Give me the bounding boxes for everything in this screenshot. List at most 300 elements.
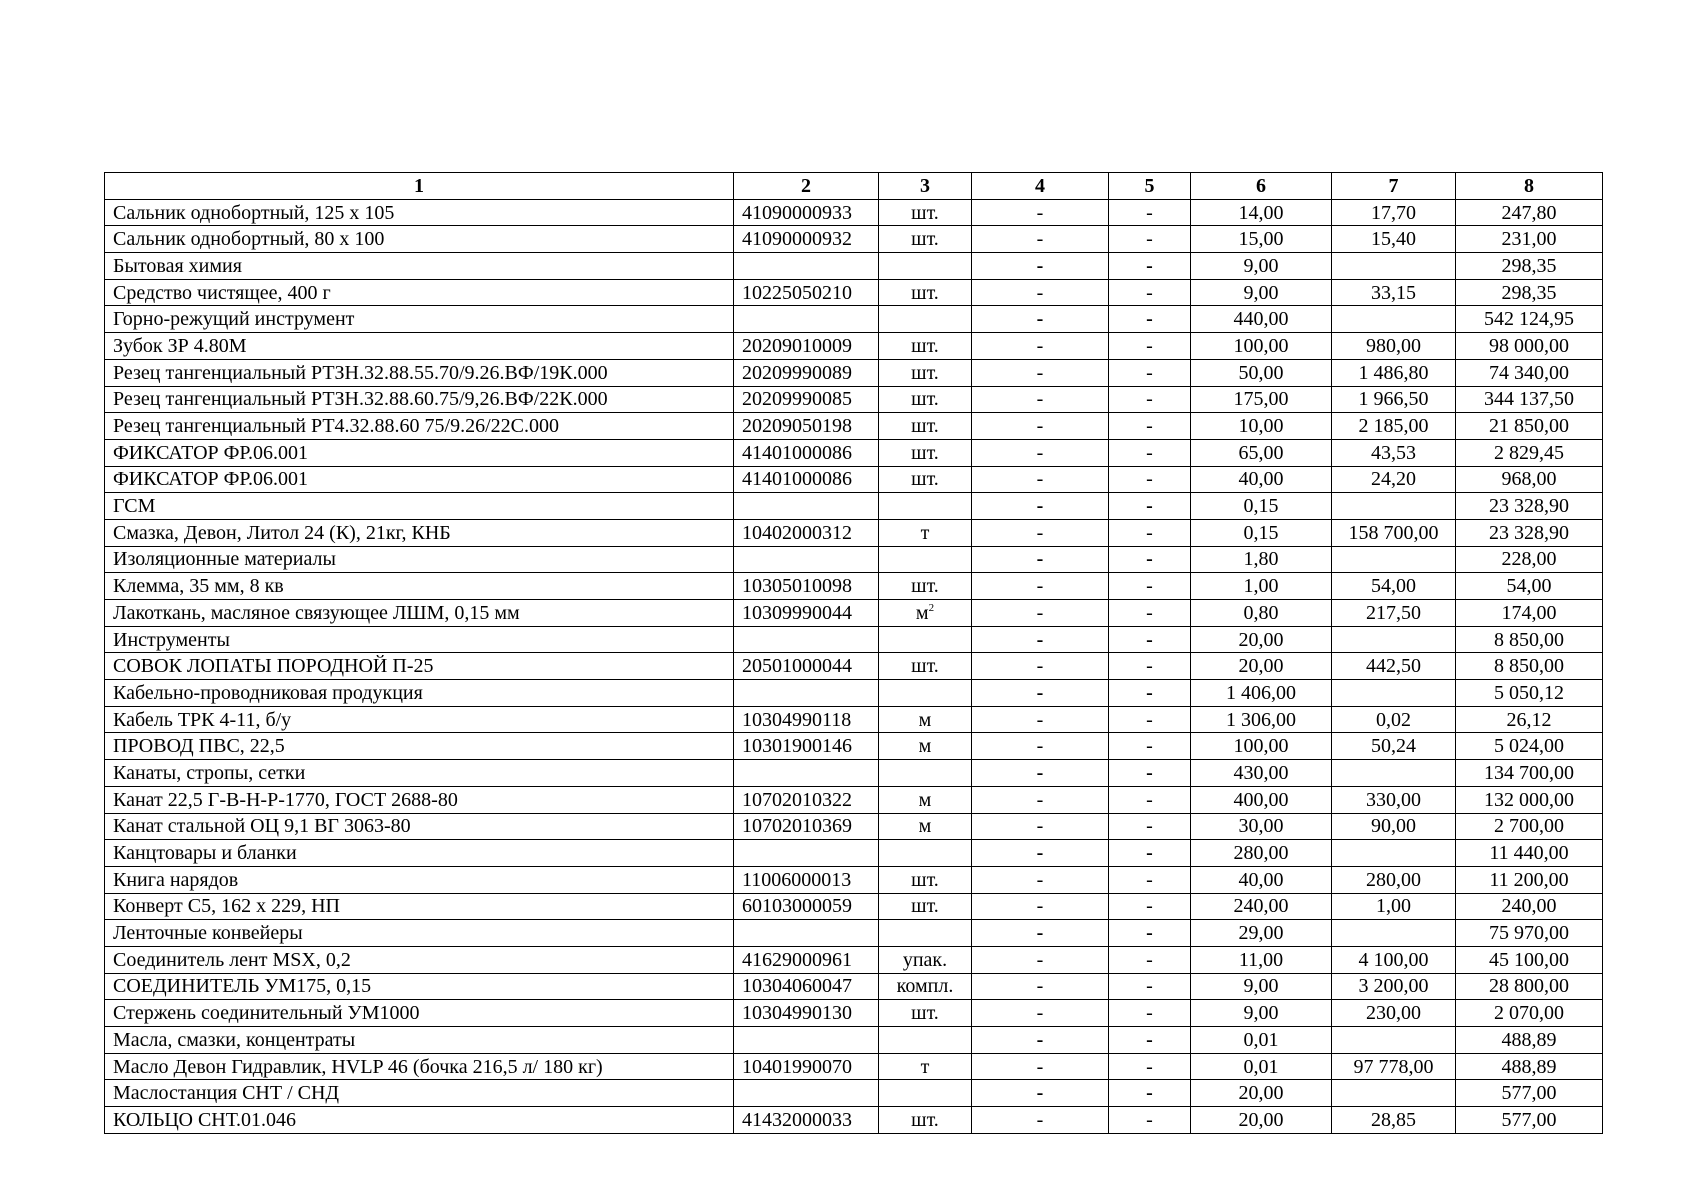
item-sum-cell bbox=[1456, 786, 1603, 813]
item-unit-cell-text: шт. bbox=[911, 575, 939, 598]
item-name-cell-text: Лакоткань, масляное связующее ЛШМ, 0,15 мм bbox=[113, 601, 520, 624]
item-unit-cell-text: шт. bbox=[911, 1002, 939, 1025]
col5-cell bbox=[1109, 600, 1191, 627]
item-name-cell-text: Смазка, Девон, Литол 24 (К), 21кг, КНБ bbox=[113, 521, 451, 544]
col4-cell-text: - bbox=[1036, 1108, 1044, 1131]
item-code-cell bbox=[734, 333, 879, 360]
col5-cell-text: - bbox=[1146, 922, 1153, 945]
item-unit-cell bbox=[879, 733, 972, 760]
item-sum-cell-text: 2 070,00 bbox=[1494, 1002, 1564, 1025]
col5-cell bbox=[1109, 1107, 1191, 1134]
item-quantity-cell-text: 9,00 bbox=[1243, 254, 1279, 277]
item-price-cell bbox=[1332, 359, 1456, 386]
header-col-2: 2 bbox=[734, 173, 879, 200]
col4-cell-text: - bbox=[1036, 468, 1044, 491]
col5-cell bbox=[1109, 1027, 1191, 1054]
item-quantity-cell bbox=[1191, 706, 1332, 733]
item-code-cell-text: 41090000933 bbox=[742, 201, 852, 224]
item-name-cell bbox=[105, 1107, 734, 1134]
col4-cell bbox=[972, 439, 1109, 466]
item-code-cell-text: 20501000044 bbox=[742, 655, 852, 678]
col4-cell bbox=[972, 573, 1109, 600]
col4-cell bbox=[972, 840, 1109, 867]
item-code-cell bbox=[734, 279, 879, 306]
table-row bbox=[105, 866, 1603, 893]
item-sum-cell-text: 11 440,00 bbox=[1489, 842, 1569, 865]
col4-cell bbox=[972, 733, 1109, 760]
item-unit-cell bbox=[879, 973, 972, 1000]
item-sum-cell-text: 488,89 bbox=[1501, 1028, 1557, 1051]
item-name-cell bbox=[105, 493, 734, 520]
col5-cell-text: - bbox=[1146, 788, 1153, 811]
item-code-cell bbox=[734, 840, 879, 867]
item-sum-cell-text: 968,00 bbox=[1501, 468, 1557, 491]
item-unit-cell-text: шт. bbox=[911, 895, 939, 918]
col5-cell bbox=[1109, 199, 1191, 226]
item-name-cell bbox=[105, 386, 734, 413]
item-quantity-cell bbox=[1191, 466, 1332, 493]
item-unit-cell bbox=[879, 546, 972, 573]
col4-cell-text: - bbox=[1036, 948, 1044, 971]
item-sum-cell-text: 45 100,00 bbox=[1489, 948, 1569, 971]
table-group-row bbox=[105, 760, 1603, 787]
col5-cell-text: - bbox=[1146, 388, 1153, 411]
item-unit-cell-text: т bbox=[920, 521, 930, 544]
col4-cell-text: - bbox=[1036, 788, 1044, 811]
item-code-cell bbox=[734, 813, 879, 840]
item-sum-cell bbox=[1456, 840, 1603, 867]
item-code-cell-text: 10702010369 bbox=[742, 815, 852, 838]
item-price-cell bbox=[1332, 1053, 1456, 1080]
item-name-cell bbox=[105, 653, 734, 680]
table-group-row bbox=[105, 546, 1603, 573]
table-row bbox=[105, 893, 1603, 920]
col5-cell bbox=[1109, 760, 1191, 787]
item-name-cell-text: Масла, смазки, концентраты bbox=[113, 1028, 356, 1051]
col4-cell bbox=[972, 626, 1109, 653]
item-quantity-cell bbox=[1191, 1027, 1332, 1054]
col4-cell-text: - bbox=[1036, 495, 1044, 518]
col4-cell-text: - bbox=[1036, 415, 1044, 438]
item-unit-cell bbox=[879, 466, 972, 493]
table-group-row bbox=[105, 626, 1603, 653]
item-code-cell-text: 41629000961 bbox=[742, 948, 852, 971]
col5-cell bbox=[1109, 920, 1191, 947]
table-row bbox=[105, 359, 1603, 386]
item-name-cell bbox=[105, 359, 734, 386]
item-unit-cell bbox=[879, 333, 972, 360]
table-row bbox=[105, 600, 1603, 627]
item-sum-cell-text: 75 970,00 bbox=[1489, 922, 1569, 945]
col4-cell-text: - bbox=[1036, 735, 1044, 758]
col4-cell bbox=[972, 253, 1109, 280]
col4-cell bbox=[972, 706, 1109, 733]
item-name-cell-text: Кабель ТРК 4-11, б/у bbox=[113, 708, 292, 731]
item-price-cell bbox=[1332, 866, 1456, 893]
col4-cell-text: - bbox=[1036, 868, 1044, 891]
item-code-cell bbox=[734, 493, 879, 520]
col4-cell bbox=[972, 413, 1109, 440]
item-unit-cell-text: шт. bbox=[911, 441, 939, 464]
item-quantity-cell-text: 65,00 bbox=[1238, 441, 1284, 464]
item-unit-cell bbox=[879, 813, 972, 840]
col5-cell-text: - bbox=[1146, 254, 1153, 277]
item-name-cell bbox=[105, 733, 734, 760]
item-price-cell bbox=[1332, 199, 1456, 226]
item-price-cell bbox=[1332, 493, 1456, 520]
item-name-cell-text: Канцтовары и бланки bbox=[113, 842, 297, 865]
item-code-cell bbox=[734, 253, 879, 280]
item-name-cell bbox=[105, 920, 734, 947]
item-quantity-cell bbox=[1191, 1000, 1332, 1027]
item-quantity-cell bbox=[1191, 840, 1332, 867]
item-code-cell-text: 41401000086 bbox=[742, 441, 852, 464]
col5-cell bbox=[1109, 466, 1191, 493]
item-quantity-cell-text: 50,00 bbox=[1238, 361, 1284, 384]
item-code-cell bbox=[734, 786, 879, 813]
item-sum-cell bbox=[1456, 279, 1603, 306]
item-quantity-cell-text: 100,00 bbox=[1233, 334, 1289, 357]
item-sum-cell-text: 247,80 bbox=[1501, 201, 1557, 224]
item-code-cell bbox=[734, 413, 879, 440]
item-quantity-cell bbox=[1191, 866, 1332, 893]
table-group-row bbox=[105, 840, 1603, 867]
col5-cell-text: - bbox=[1146, 681, 1153, 704]
col4-cell-text: - bbox=[1036, 1028, 1044, 1051]
item-unit-cell-text: шт. bbox=[911, 228, 939, 251]
item-price-cell bbox=[1332, 333, 1456, 360]
item-quantity-cell bbox=[1191, 786, 1332, 813]
item-sum-cell-text: 240,00 bbox=[1501, 895, 1557, 918]
item-sum-cell bbox=[1456, 1027, 1603, 1054]
item-name-cell-text: Клемма, 35 мм, 8 кв bbox=[113, 575, 284, 598]
item-sum-cell-text: 542 124,95 bbox=[1484, 308, 1574, 331]
item-price-cell-text: 43,53 bbox=[1371, 441, 1416, 464]
item-price-cell bbox=[1332, 1107, 1456, 1134]
item-quantity-cell bbox=[1191, 680, 1332, 707]
item-code-cell bbox=[734, 1107, 879, 1134]
item-quantity-cell bbox=[1191, 413, 1332, 440]
item-quantity-cell bbox=[1191, 333, 1332, 360]
item-unit-cell bbox=[879, 493, 972, 520]
item-unit-cell-text: упак. bbox=[902, 948, 948, 971]
col4-cell bbox=[972, 920, 1109, 947]
col5-cell-text: - bbox=[1146, 1028, 1153, 1051]
header-row bbox=[105, 173, 1603, 200]
item-sum-cell bbox=[1456, 1000, 1603, 1027]
item-quantity-cell-text: 0,01 bbox=[1243, 1055, 1279, 1078]
col4-cell bbox=[972, 946, 1109, 973]
item-unit-cell-text: шт. bbox=[911, 361, 939, 384]
item-sum-cell bbox=[1456, 893, 1603, 920]
col5-cell-text: - bbox=[1146, 308, 1153, 331]
table-row bbox=[105, 1107, 1603, 1134]
item-code-cell bbox=[734, 519, 879, 546]
table-group-row bbox=[105, 1027, 1603, 1054]
item-quantity-cell-text: 430,00 bbox=[1233, 761, 1289, 784]
col5-cell-text: - bbox=[1146, 201, 1153, 224]
item-code-cell-text: 10304990118 bbox=[742, 708, 852, 731]
item-quantity-cell-text: 0,15 bbox=[1243, 521, 1279, 544]
item-unit-cell-text: м bbox=[918, 708, 932, 731]
item-price-cell-text: 90,00 bbox=[1371, 815, 1416, 838]
item-price-cell bbox=[1332, 706, 1456, 733]
col5-cell bbox=[1109, 546, 1191, 573]
item-unit-cell bbox=[879, 413, 972, 440]
item-price-cell-text: 24,20 bbox=[1371, 468, 1416, 491]
table-row bbox=[105, 946, 1603, 973]
item-unit-cell-text: шт. bbox=[911, 415, 939, 438]
item-quantity-cell bbox=[1191, 760, 1332, 787]
item-sum-cell bbox=[1456, 1107, 1603, 1134]
item-quantity-cell bbox=[1191, 1080, 1332, 1107]
col5-cell bbox=[1109, 973, 1191, 1000]
item-price-cell bbox=[1332, 253, 1456, 280]
col5-cell bbox=[1109, 413, 1191, 440]
item-quantity-cell bbox=[1191, 813, 1332, 840]
item-price-cell-text: 54,00 bbox=[1371, 575, 1416, 598]
table-group-row bbox=[105, 1080, 1603, 1107]
item-code-cell-text: 10304990130 bbox=[742, 1002, 852, 1025]
col5-cell bbox=[1109, 306, 1191, 333]
item-quantity-cell bbox=[1191, 306, 1332, 333]
header-col-7: 7 bbox=[1332, 173, 1456, 200]
item-name-cell-text: Сальник однобортный, 80 х 100 bbox=[113, 228, 385, 251]
item-price-cell-text: 33,15 bbox=[1371, 281, 1416, 304]
item-price-cell bbox=[1332, 893, 1456, 920]
table-row bbox=[105, 733, 1603, 760]
item-code-cell-text: 10301900146 bbox=[742, 735, 852, 758]
item-name-cell-text: Средство чистящее, 400 г bbox=[113, 281, 331, 304]
item-code-cell-text: 10305010098 bbox=[742, 575, 852, 598]
item-price-cell bbox=[1332, 680, 1456, 707]
table-row bbox=[105, 1000, 1603, 1027]
item-sum-cell bbox=[1456, 733, 1603, 760]
item-sum-cell-text: 23 328,90 bbox=[1489, 521, 1569, 544]
item-name-cell-text: СОЕДИНИТЕЛЬ УМ175, 0,15 bbox=[113, 975, 372, 998]
item-quantity-cell bbox=[1191, 920, 1332, 947]
item-quantity-cell bbox=[1191, 653, 1332, 680]
item-name-cell-text: СОВОК ЛОПАТЫ ПОРОДНОЙ П-25 bbox=[113, 655, 434, 678]
item-price-cell-text: 980,00 bbox=[1366, 334, 1421, 357]
item-unit-cell-text: т bbox=[920, 1055, 930, 1078]
item-sum-cell bbox=[1456, 920, 1603, 947]
item-quantity-cell-text: 20,00 bbox=[1238, 655, 1284, 678]
col4-cell-text: - bbox=[1036, 975, 1044, 998]
item-code-cell-text: 41090000932 bbox=[742, 228, 852, 251]
item-name-cell bbox=[105, 306, 734, 333]
item-unit-cell bbox=[879, 253, 972, 280]
col4-cell-text: - bbox=[1036, 922, 1044, 945]
item-quantity-cell-text: 280,00 bbox=[1233, 842, 1289, 865]
item-code-cell-text: 10402000312 bbox=[742, 521, 852, 544]
item-unit-cell-text: м bbox=[918, 788, 932, 811]
item-price-cell bbox=[1332, 973, 1456, 1000]
item-quantity-cell bbox=[1191, 359, 1332, 386]
item-quantity-cell-text: 10,00 bbox=[1238, 415, 1284, 438]
col5-cell bbox=[1109, 626, 1191, 653]
item-price-cell bbox=[1332, 786, 1456, 813]
item-unit-cell-text: шт. bbox=[911, 388, 939, 411]
table-row bbox=[105, 653, 1603, 680]
item-sum-cell bbox=[1456, 946, 1603, 973]
item-quantity-cell-text: 11,00 bbox=[1238, 948, 1284, 971]
item-sum-cell-text: 488,89 bbox=[1501, 1055, 1557, 1078]
col4-cell bbox=[972, 973, 1109, 1000]
table-row bbox=[105, 466, 1603, 493]
col4-cell-text: - bbox=[1036, 308, 1044, 331]
item-name-cell bbox=[105, 626, 734, 653]
col4-cell bbox=[972, 680, 1109, 707]
col4-cell bbox=[972, 893, 1109, 920]
table-row bbox=[105, 519, 1603, 546]
item-sum-cell-text: 577,00 bbox=[1501, 1108, 1557, 1131]
col4-cell-text: - bbox=[1036, 842, 1044, 865]
col5-cell-text: - bbox=[1146, 1082, 1153, 1105]
col4-cell bbox=[972, 600, 1109, 627]
item-code-cell-text: 10225050210 bbox=[742, 281, 852, 304]
item-unit-cell bbox=[879, 680, 972, 707]
item-quantity-cell-text: 240,00 bbox=[1233, 895, 1289, 918]
table-group-row bbox=[105, 253, 1603, 280]
col4-cell bbox=[972, 333, 1109, 360]
item-quantity-cell-text: 0,01 bbox=[1243, 1028, 1279, 1051]
col4-cell bbox=[972, 226, 1109, 253]
item-code-cell-text: 11006000013 bbox=[742, 868, 852, 891]
item-price-cell-text: 442,50 bbox=[1366, 655, 1421, 678]
item-unit-cell bbox=[879, 359, 972, 386]
item-name-cell bbox=[105, 760, 734, 787]
item-unit-cell bbox=[879, 893, 972, 920]
item-price-cell-text: 28,85 bbox=[1371, 1108, 1416, 1131]
item-quantity-cell-text: 0,15 bbox=[1243, 495, 1279, 518]
item-sum-cell-text: 5 050,12 bbox=[1494, 681, 1564, 704]
item-code-cell-text: 10702010322 bbox=[742, 788, 852, 811]
col5-cell bbox=[1109, 493, 1191, 520]
item-sum-cell bbox=[1456, 973, 1603, 1000]
col4-cell bbox=[972, 386, 1109, 413]
col4-cell-text: - bbox=[1036, 548, 1044, 571]
item-name-cell-text: Книга нарядов bbox=[113, 868, 239, 891]
item-unit-cell-text: шт. bbox=[911, 201, 939, 224]
col4-cell bbox=[972, 519, 1109, 546]
col5-cell bbox=[1109, 1000, 1191, 1027]
item-quantity-cell-text: 9,00 bbox=[1243, 281, 1279, 304]
table-group-row bbox=[105, 493, 1603, 520]
unit-superscript: 2 bbox=[928, 601, 935, 614]
table-row bbox=[105, 279, 1603, 306]
item-code-cell bbox=[734, 626, 879, 653]
item-name-cell bbox=[105, 333, 734, 360]
item-price-cell-text: 217,50 bbox=[1366, 601, 1421, 624]
item-quantity-cell bbox=[1191, 1053, 1332, 1080]
item-price-cell bbox=[1332, 466, 1456, 493]
col5-cell-text: - bbox=[1146, 735, 1153, 758]
item-price-cell-text: 15,40 bbox=[1371, 228, 1416, 251]
item-name-cell bbox=[105, 1027, 734, 1054]
table-row bbox=[105, 706, 1603, 733]
table-row bbox=[105, 226, 1603, 253]
item-code-cell bbox=[734, 653, 879, 680]
item-quantity-cell-text: 20,00 bbox=[1238, 628, 1284, 651]
item-sum-cell-text: 21 850,00 bbox=[1489, 415, 1569, 438]
col5-cell-text: - bbox=[1146, 575, 1153, 598]
item-quantity-cell-text: 29,00 bbox=[1238, 922, 1284, 945]
item-unit-cell bbox=[879, 1000, 972, 1027]
col4-cell-text: - bbox=[1036, 601, 1044, 624]
item-code-cell bbox=[734, 1053, 879, 1080]
item-code-cell-text: 20209050198 bbox=[742, 415, 852, 438]
table-row bbox=[105, 786, 1603, 813]
col5-cell bbox=[1109, 573, 1191, 600]
item-code-cell bbox=[734, 226, 879, 253]
item-code-cell-text: 20209990089 bbox=[742, 361, 852, 384]
item-price-cell bbox=[1332, 920, 1456, 947]
col4-cell-text: - bbox=[1036, 254, 1044, 277]
item-name-cell bbox=[105, 786, 734, 813]
item-price-cell bbox=[1332, 226, 1456, 253]
col5-cell bbox=[1109, 1080, 1191, 1107]
item-name-cell bbox=[105, 279, 734, 306]
col4-cell-text: - bbox=[1036, 761, 1044, 784]
col4-cell bbox=[972, 1107, 1109, 1134]
table-row bbox=[105, 439, 1603, 466]
item-name-cell-text: Горно-режущий инструмент bbox=[113, 308, 355, 331]
item-price-cell bbox=[1332, 626, 1456, 653]
col4-cell-text: - bbox=[1036, 201, 1044, 224]
col5-cell-text: - bbox=[1146, 548, 1153, 571]
item-unit-cell-text: шт. bbox=[911, 868, 939, 891]
item-price-cell bbox=[1332, 439, 1456, 466]
table-row bbox=[105, 333, 1603, 360]
table-group-row bbox=[105, 306, 1603, 333]
header-col-8: 8 bbox=[1456, 173, 1603, 200]
item-code-cell bbox=[734, 733, 879, 760]
item-code-cell bbox=[734, 199, 879, 226]
header-col-6: 6 bbox=[1191, 173, 1332, 200]
item-quantity-cell-text: 9,00 bbox=[1243, 975, 1279, 998]
item-name-cell-text: ФИКСАТОР ФР.06.001 bbox=[113, 441, 309, 464]
item-sum-cell-text: 134 700,00 bbox=[1484, 761, 1574, 784]
col5-cell-text: - bbox=[1146, 761, 1153, 784]
item-name-cell-text: Канаты, стропы, сетки bbox=[113, 761, 306, 784]
item-code-cell bbox=[734, 359, 879, 386]
item-quantity-cell bbox=[1191, 600, 1332, 627]
table-group-row bbox=[105, 680, 1603, 707]
item-name-cell bbox=[105, 546, 734, 573]
col4-cell-text: - bbox=[1036, 361, 1044, 384]
item-sum-cell-text: 231,00 bbox=[1501, 228, 1557, 251]
col4-cell bbox=[972, 1053, 1109, 1080]
item-sum-cell bbox=[1456, 386, 1603, 413]
item-price-cell-text: 158 700,00 bbox=[1348, 521, 1439, 544]
item-quantity-cell-text: 20,00 bbox=[1238, 1108, 1284, 1131]
col4-cell bbox=[972, 866, 1109, 893]
item-sum-cell bbox=[1456, 306, 1603, 333]
item-quantity-cell-text: 440,00 bbox=[1233, 308, 1289, 331]
col5-cell-text: - bbox=[1146, 868, 1153, 891]
header-col-4: 4 bbox=[972, 173, 1109, 200]
item-quantity-cell bbox=[1191, 439, 1332, 466]
col4-cell-text: - bbox=[1036, 228, 1044, 251]
item-quantity-cell-text: 14,00 bbox=[1238, 201, 1284, 224]
col5-cell bbox=[1109, 786, 1191, 813]
item-unit-cell-text: м bbox=[918, 735, 932, 758]
col4-cell-text: - bbox=[1036, 1082, 1044, 1105]
table-row bbox=[105, 413, 1603, 440]
col4-cell bbox=[972, 653, 1109, 680]
item-quantity-cell bbox=[1191, 546, 1332, 573]
